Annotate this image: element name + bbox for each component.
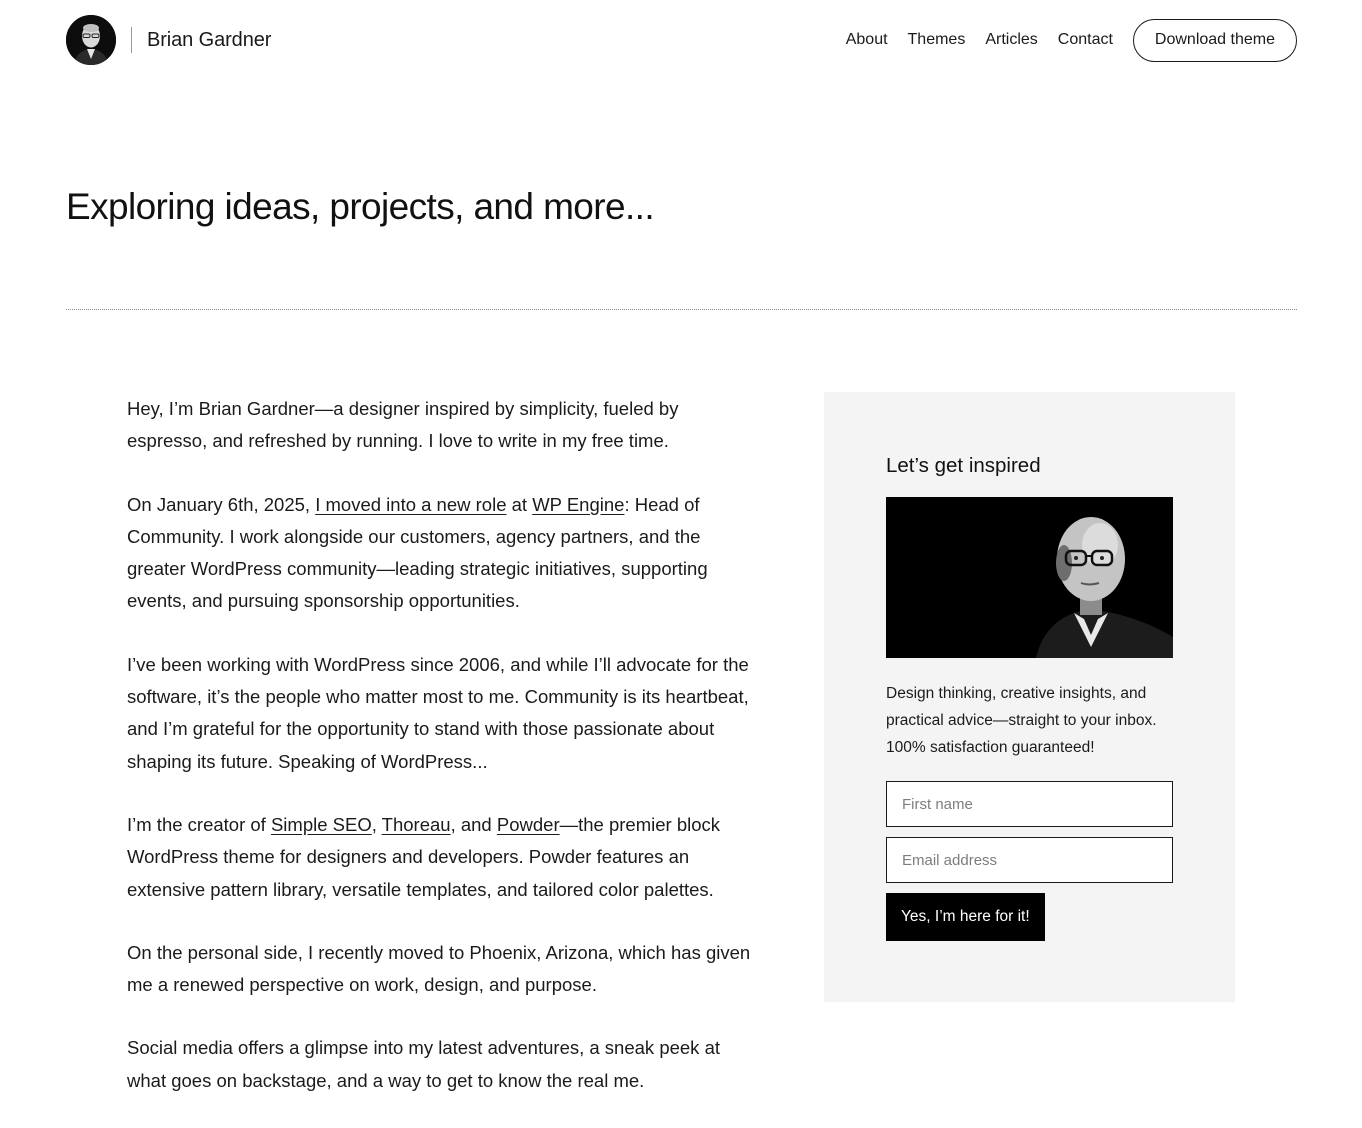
page-title: Exploring ideas, projects, and more... [66, 186, 655, 227]
intro-paragraph-2 [127, 489, 752, 618]
main-nav [826, 19, 1297, 62]
wp-engine-link[interactable]: WP Engine [532, 493, 625, 515]
intro-paragraph-3: I’ve been working with WordPress since 2006, and while I’ll advocate for the software, it’s the people who matter most to me. Community is its heartbeat, and I’m grateful for the opportunity to stand with those passionate about shaping its future. Speaking of WordPress... [127, 653, 749, 772]
text-span: at [506, 493, 533, 515]
newsletter-description: Design thinking, creative insights, and practical advice—straight to your inbox. 100% satisfaction guaranteed! [886, 685, 1157, 756]
text-span: : Head of Community. I work alongside our customers, agency partners, and the greater WordPress community—leading strategic initiatives, supporting events, and pursuing sponsorship opportunities. [127, 493, 708, 612]
text-span: I’m the creator of [127, 813, 271, 835]
download-theme-button[interactable]: Download theme [1133, 19, 1297, 62]
nav-about[interactable]: About [845, 31, 888, 48]
nav-contact[interactable]: Contact [1057, 31, 1113, 48]
newsletter-card [824, 392, 1235, 1002]
newsletter-title: Let’s get inspired [886, 454, 1041, 477]
nav-themes[interactable]: Themes [907, 31, 966, 48]
text-span: —the premier block WordPress theme for designers and developers. Powder features an extensive pattern library, versatile templates, and tailored color palettes. [127, 813, 721, 900]
powder-link[interactable]: Powder [496, 813, 560, 835]
brand[interactable] [66, 15, 271, 65]
new-role-link[interactable]: I moved into a new role [315, 493, 507, 515]
text-span: , [371, 813, 382, 835]
intro-paragraph-1: Hey, I’m Brian Gardner—a designer inspired by simplicity, fueled by espresso, and refreshed by running. I love to write in my free time. [127, 398, 679, 452]
intro-paragraph-5: On the personal side, I recently moved to Phoenix, Arizona, which has given me a renewed perspective on work, design, and purpose. [127, 941, 751, 996]
subscribe-button[interactable]: Yes, I’m here for it! [886, 893, 1045, 941]
avatar[interactable] [66, 15, 116, 65]
section-divider [66, 309, 1297, 310]
intro-paragraph-4 [127, 809, 752, 906]
site-name[interactable]: Brian Gardner [147, 28, 272, 51]
first-name-field[interactable] [886, 781, 1173, 827]
text-span: , and [450, 813, 497, 835]
text-span: On January 6th, 2025, [127, 493, 316, 515]
thoreau-link[interactable]: Thoreau [381, 813, 451, 835]
brand-separator [131, 27, 132, 53]
email-field[interactable] [886, 837, 1173, 883]
portrait-image [886, 497, 1173, 658]
simple-seo-link[interactable]: Simple SEO [270, 813, 372, 835]
intro-section [127, 393, 752, 1128]
site-header [66, 14, 1297, 66]
intro-paragraph-6: Social media offers a glimpse into my latest adventures, a sneak peek at what goes on backstage, and a way to get to know the real me. [127, 1037, 721, 1091]
nav-articles[interactable]: Articles [985, 31, 1038, 48]
